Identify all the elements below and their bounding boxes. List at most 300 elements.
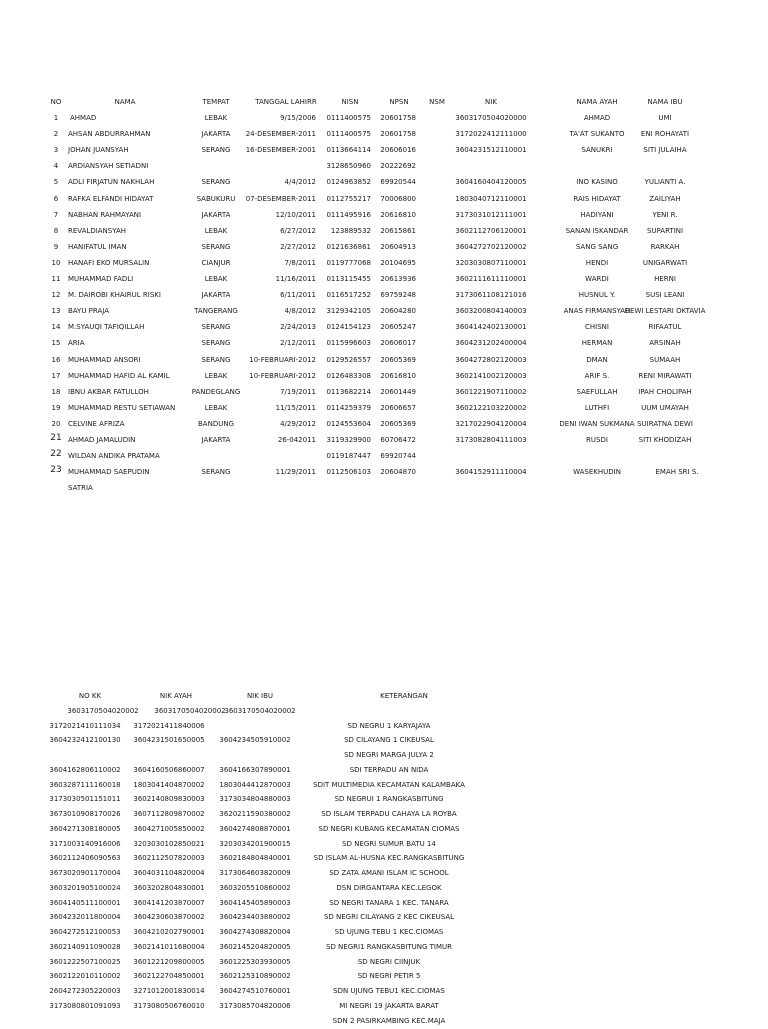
col-npsn: 20615861 [380, 226, 416, 237]
col-nama-ayah: HADIYANI [580, 210, 613, 221]
col-no-kk: 3673020901170004 [49, 868, 120, 879]
col-nik-ibu: 3603205510860002 [219, 883, 290, 894]
col-no: 21 [50, 433, 61, 444]
table-row [50, 1015, 480, 1029]
col-nik-ayah: 3271012001830014 [133, 986, 204, 997]
col-nama-ibu: HERNI [654, 274, 676, 285]
col-nik: 3602112706120001 [455, 226, 526, 237]
col-nisn: 0121636861 [326, 242, 371, 253]
col-tanggal-lahir: 26-042011 [278, 435, 316, 446]
col-npsn: 20606017 [380, 338, 416, 349]
col-nik: 3603170504020000 [455, 113, 526, 124]
col-nama-ayah: WASEKHUDIN [573, 467, 621, 478]
col-no: 19 [52, 403, 61, 414]
col-tempat: JAKARTA [202, 210, 231, 221]
col-nama-ibu: RENI MIRAWATI [638, 371, 691, 382]
col-nik: 3602122103220002 [455, 403, 526, 414]
col-nik-ayah: 3602141011680004 [133, 942, 204, 953]
col-nama-ayah: ANAS FIRMANSYAH [564, 306, 631, 317]
col-no: 13 [52, 306, 61, 317]
table-row [50, 749, 480, 764]
col-nama: RAFKA ELFANDI HIDAYAT [68, 194, 153, 205]
col-no: 11 [52, 274, 61, 285]
col-tempat: SERANG [202, 355, 231, 366]
col-nik: 3602141002120003 [455, 371, 526, 382]
header-tanggal-lahir: TANGGAL LAHIRR [255, 97, 316, 108]
col-keterangan: SD ISLAM AL-HUSNA KEC.RANGKASBITUNG [314, 853, 465, 864]
col-nik-ibu: 3604145405890003 [219, 898, 290, 909]
table-row [50, 337, 710, 353]
table-row [50, 289, 710, 305]
col-nama: IBNU AKBAR FATULLOH [68, 387, 149, 398]
col-tempat: SERANG [202, 242, 231, 253]
table-row [50, 852, 480, 867]
col-npsn: 20601758 [380, 113, 416, 124]
col-tempat: LEBAK [205, 371, 228, 382]
col-nama: ADLI FIRJATUN NAKHLAH [68, 177, 154, 188]
col-nik: 3173082804111003 [455, 435, 526, 446]
col-nama: BAYU PRAJA [68, 306, 109, 317]
col-tanggal-lahir: 10-FEBRUARI-2012 [249, 355, 316, 366]
col-tanggal-lahir: 4/8/2012 [285, 306, 316, 317]
table-row [50, 176, 710, 192]
col-nik: 3172022412111000 [455, 129, 526, 140]
col-tanggal-lahir: 11/29/2011 [276, 467, 316, 478]
col-nama: AHMAD JAMALUDIN [68, 435, 135, 446]
col-nama-ibu: RARKAH [651, 242, 680, 253]
col-nik: 3173031012111001 [455, 210, 526, 221]
col-nama: MUHAMMAD HAFID AL KAMIL [68, 371, 170, 382]
col-tempat: JAKARTA [202, 290, 231, 301]
col-nama-ibu: SITI JULAIHA [643, 145, 686, 156]
col-no: 22 [50, 449, 61, 460]
col-nisn: 0126483308 [326, 371, 371, 382]
col-nik-ibu: 3620211590380002 [219, 809, 290, 820]
col-npsn: 60706472 [380, 435, 416, 446]
col-no: 4 [54, 161, 58, 172]
col-nisn: 3119329900 [326, 435, 371, 446]
col-nik: 3217022904120004 [455, 419, 526, 430]
col-nama-ayah: HUSNUL Y. [579, 290, 615, 301]
col-tanggal-lahir: 11/16/2011 [276, 274, 316, 285]
table-row [50, 354, 710, 370]
table-row [50, 705, 480, 720]
col-nik-ayah: 3172021411840006 [133, 721, 204, 732]
col-nama: CELVINE AFRIZA [68, 419, 125, 430]
table-row [50, 112, 710, 128]
col-nik: 3604142402130001 [455, 322, 526, 333]
col-no-kk: 3604140511100001 [49, 898, 120, 909]
col-nik: 3604152911110004 [455, 467, 526, 478]
table-row [50, 926, 480, 941]
table-row [50, 734, 480, 749]
table-row [50, 257, 710, 273]
col-no-kk: 3604232412100130 [49, 735, 120, 746]
table-row [50, 482, 710, 498]
col-no: 15 [52, 338, 61, 349]
col-nisn: 0115996603 [326, 338, 371, 349]
col-nik-ibu: 3604274510760001 [219, 986, 290, 997]
col-nama-ayah: SAEFULLAH [577, 387, 618, 398]
col-npsn: 20604870 [380, 467, 416, 478]
col-keterangan: SDIT MULTIMEDIA KECAMATAN KALAMBAKA [313, 780, 465, 791]
col-tempat: CIANJUR [201, 258, 230, 269]
col-nama-ibu: ARSINAH [649, 338, 680, 349]
col-nama: AHMAD [70, 113, 96, 124]
col-no-kk: 3602112406090563 [49, 853, 120, 864]
col-nama: JOHAN JUANSYAH [68, 145, 129, 156]
col-npsn: 69920744 [380, 451, 416, 462]
col-nik-ayah: 3604271005850002 [133, 824, 204, 835]
col-nama-ibu: UMI [658, 113, 671, 124]
table-row [50, 897, 480, 912]
col-nik-ayah: 3604031104820004 [133, 868, 204, 879]
col-nisn: 0112755217 [326, 194, 371, 205]
col-no: 23 [50, 465, 61, 476]
table-row [50, 209, 710, 225]
table-row [50, 823, 480, 838]
col-nama-ayah: CHISNI [585, 322, 609, 333]
col-keterangan: DSN DIRGANTARA KEC.LEGOK [336, 883, 441, 894]
col-nama: SATRIA [68, 483, 93, 494]
students-header-row [50, 96, 710, 112]
col-tanggal-lahir: 07-DESEMBER-2011 [246, 194, 316, 205]
col-nik-ibu: 3604274308820004 [219, 927, 290, 938]
table-row [50, 838, 480, 853]
col-npsn: 20605369 [380, 355, 416, 366]
col-tanggal-lahir: 2/27/2012 [280, 242, 316, 253]
col-npsn: 20616810 [380, 210, 416, 221]
col-npsn: 20104695 [380, 258, 416, 269]
col-no-kk: 3602122010110002 [49, 971, 120, 982]
col-tempat: SERANG [202, 145, 231, 156]
table-row [50, 941, 480, 956]
col-nama: M. DAIROBI KHAIRUL RISKI [68, 290, 161, 301]
col-nama-ibu: YENI R. [652, 210, 677, 221]
col-nik-ayah: 3604160506860007 [133, 765, 204, 776]
col-nama-ibu: SUSI LEANI [646, 290, 685, 301]
students-table [50, 96, 710, 498]
col-keterangan: SD NEGRU 1 KARYAJAYA [348, 721, 431, 732]
col-nama-ibu: YULIANTI A. [645, 177, 686, 188]
col-keterangan: SD UJUNG TEBU 1 KEC.CIOMAS [335, 927, 444, 938]
col-nisn: 0129526557 [326, 355, 371, 366]
col-nama-ayah: ARIF S. [585, 371, 610, 382]
col-no-kk: 3604232011800004 [49, 912, 120, 923]
table-row [50, 418, 710, 434]
col-no: 16 [52, 355, 61, 366]
col-nisn: 0124154123 [326, 322, 371, 333]
col-nama: MUHAMMAD FADLI [68, 274, 133, 285]
col-nik-ayah: 3602140809830003 [133, 794, 204, 805]
col-no-kk: 3603170504020002 [67, 706, 138, 717]
col-tempat: SERANG [202, 177, 231, 188]
col-tempat: LEBAK [205, 113, 228, 124]
col-npsn: 20616810 [380, 371, 416, 382]
table-row [50, 386, 710, 402]
col-nama: ARIA [68, 338, 85, 349]
table-row [50, 241, 710, 257]
col-nik: 3203030807110001 [455, 258, 526, 269]
col-tanggal-lahir: 7/8/2011 [285, 258, 316, 269]
table-row [50, 128, 710, 144]
col-no: 9 [54, 242, 58, 253]
col-no: 3 [54, 145, 58, 156]
col-nama-ibu: UUM UMAYAH [641, 403, 689, 414]
col-keterangan: SD NEGRI PETIR 5 [358, 971, 421, 982]
col-nisn: 0111400575 [326, 113, 371, 124]
col-nik-ibu: 3173064603820009 [219, 868, 290, 879]
col-nama: HANAFI EKO MURSALIN [68, 258, 149, 269]
header-nik: NIK [485, 97, 497, 108]
table-row [50, 1000, 480, 1015]
col-no: 12 [52, 290, 61, 301]
col-keterangan: SD NEGRI CILAYANG 2 KEC CIKEUSAL [324, 912, 454, 923]
col-no: 10 [52, 258, 61, 269]
col-nisn: 123889532 [331, 226, 371, 237]
col-nik-ibu: 3604166307890001 [219, 765, 290, 776]
col-npsn: 70006800 [380, 194, 416, 205]
col-tempat: JAKARTA [202, 129, 231, 140]
table-row [50, 466, 710, 482]
col-nisn: 0113664114 [326, 145, 371, 156]
col-nik-ibu: 3173034804880003 [219, 794, 290, 805]
col-nama: REVALDIANSYAH [68, 226, 126, 237]
family-table [50, 690, 480, 1029]
col-no-kk: 3673010908170026 [49, 809, 120, 820]
col-nik-ayah: 3603202804830001 [133, 883, 204, 894]
header-nisn: NISN [342, 97, 359, 108]
table-row [50, 720, 480, 735]
col-npsn: 20606016 [380, 145, 416, 156]
col-keterangan: SD NEGRUI 1 RANGKASBITUNG [335, 794, 444, 805]
col-nik-ibu: 3602125310890002 [219, 971, 290, 982]
col-no: 2 [54, 129, 58, 140]
col-keterangan: SD ISLAM TERPADU CAHAYA LA ROYBA [321, 809, 456, 820]
col-npsn: 20606657 [380, 403, 416, 414]
col-keterangan: SD NEGRI KUBANG KECAMATAN CIOMAS [319, 824, 460, 835]
col-npsn: 20604913 [380, 242, 416, 253]
col-nama-ibu: SITI KHODIZAH [639, 435, 692, 446]
col-no: 1 [54, 113, 58, 124]
col-nisn: 0124553604 [326, 419, 371, 430]
col-nama-ayah: TA'AT SUKANTO [569, 129, 624, 140]
col-tanggal-lahir: 6/11/2011 [280, 290, 316, 301]
header-keterangan: KETERANGAN [380, 691, 428, 702]
header-nama-ayah: NAMA AYAH [576, 97, 617, 108]
col-keterangan: SDN 2 PASIRKAMBING KEC.MAJA [333, 1016, 446, 1027]
col-tempat: SERANG [202, 322, 231, 333]
col-nama-ayah: SANAN ISKANDAR [566, 226, 629, 237]
col-tempat: LEBAK [205, 226, 228, 237]
col-nama: NABHAN RAHMAYANI [68, 210, 141, 221]
header-no: NO [51, 97, 62, 108]
col-npsn: 20601449 [380, 387, 416, 398]
col-nisn: 0111495916 [326, 210, 371, 221]
col-nama-ayah: HENDI [586, 258, 608, 269]
col-no-kk: 3601222507100025 [49, 957, 120, 968]
col-nama-ibu: SUPARTINI [647, 226, 683, 237]
col-nama-ayah: DMAN [586, 355, 607, 366]
table-row [50, 193, 710, 209]
col-tanggal-lahir: 6/27/2012 [280, 226, 316, 237]
col-no: 5 [54, 177, 58, 188]
col-nisn: 0112506103 [326, 467, 371, 478]
col-nik-ayah: 3604210202790001 [133, 927, 204, 938]
col-nik-ayah: 3203030102850021 [133, 839, 204, 850]
col-tempat: SERANG [202, 338, 231, 349]
col-no-kk: 3604162806110002 [49, 765, 120, 776]
table-row [50, 970, 480, 985]
col-nik-ayah: 3602122704850001 [133, 971, 204, 982]
col-nik-ayah: 3603170504020002 [154, 706, 225, 717]
table-row [50, 793, 480, 808]
table-row [50, 985, 480, 1000]
col-nik-ibu: 1803044412870003 [219, 780, 290, 791]
col-keterangan: SD NEGRI1 RANGKASBITUNG TIMUR [326, 942, 452, 953]
col-nik-ibu: 3604234403880002 [219, 912, 290, 923]
col-nama-ayah: WARDI [585, 274, 609, 285]
col-tanggal-lahir: 12/10/2011 [276, 210, 316, 221]
col-nama: MUHAMMAD SAEPUDIN [68, 467, 150, 478]
col-nama: WILDAN ANDIKA PRATAMA [68, 451, 160, 462]
col-keterangan: SD NEGRI SUMUR BATU 14 [342, 839, 436, 850]
header-no-kk: NO KK [79, 691, 101, 702]
table-row [50, 450, 710, 466]
col-nik: 3604231512110001 [455, 145, 526, 156]
col-nama-ayah: DENI IWAN SUKMANA [559, 419, 634, 430]
table-row [50, 882, 480, 897]
table-row [50, 321, 710, 337]
header-npsn: NPSN [389, 97, 408, 108]
col-no-kk: 2604272305220003 [49, 986, 120, 997]
col-nisn: 3129342105 [326, 306, 371, 317]
col-nik: 3604272802120003 [455, 355, 526, 366]
table-row [50, 370, 710, 386]
col-nama: MUHAMMAD RESTU SETIAWAN [68, 403, 175, 414]
col-no-kk: 3171003140916006 [49, 839, 120, 850]
col-tempat: TANGERANG [194, 306, 238, 317]
col-nik: 3604160404120005 [455, 177, 526, 188]
col-npsn: 20601758 [380, 129, 416, 140]
col-nisn: 0111400575 [326, 129, 371, 140]
col-nik-ibu: 3602145204820005 [219, 942, 290, 953]
col-no-kk: 3173080801091093 [49, 1001, 120, 1012]
col-keterangan: SD ZATA AMANI ISLAM IC SCHOOL [329, 868, 448, 879]
col-nik-ayah: 3601221209800005 [133, 957, 204, 968]
col-nik-ibu: 3603170504020002 [224, 706, 295, 717]
col-nama-ibu: ENI ROHAYATI [641, 129, 689, 140]
col-npsn: 20605369 [380, 419, 416, 430]
col-nisn: 0114259379 [326, 403, 371, 414]
col-nama-ayah: AHMAD [584, 113, 610, 124]
col-npsn: 20222692 [380, 161, 416, 172]
col-nik: 3601221907110002 [455, 387, 526, 398]
col-no-kk: 3602140911090028 [49, 942, 120, 953]
col-tanggal-lahir: 4/29/2012 [280, 419, 316, 430]
col-no-kk: 3604272512100053 [49, 927, 120, 938]
col-nik-ayah: 1803041404870002 [133, 780, 204, 791]
col-nik-ibu: 3601225303930005 [219, 957, 290, 968]
table-row [50, 779, 480, 794]
col-keterangan: SDI TERPADU AN NIDA [350, 765, 429, 776]
col-tanggal-lahir: 11/15/2011 [276, 403, 316, 414]
col-no: 18 [52, 387, 61, 398]
col-keterangan: SDN UJUNG TEBU1 KEC.CIOMAS [333, 986, 445, 997]
col-keterangan: SD NEGRI CIINJUK [358, 957, 420, 968]
col-nama-ayah: INO KASINO [576, 177, 618, 188]
col-nama: ARDIANSYAH SETIADNI [68, 161, 148, 172]
col-nik-ayah: 3604231501650005 [133, 735, 204, 746]
col-nama-ibu: IPAH CHOLIPAH [638, 387, 692, 398]
table-row [50, 225, 710, 241]
col-nik-ibu: 3173085704820006 [219, 1001, 290, 1012]
table-row [50, 764, 480, 779]
table-row [50, 808, 480, 823]
col-tempat: SERANG [202, 467, 231, 478]
col-nama-ibu: UNIGARWATI [643, 258, 687, 269]
header-tempat: TEMPAT [202, 97, 229, 108]
col-tanggal-lahir: 24-DESEMBER-2011 [246, 129, 316, 140]
col-no-kk: 3603287111160018 [49, 780, 120, 791]
col-tempat: BANDUNG [198, 419, 234, 430]
col-nik-ayah: 3607112809870002 [133, 809, 204, 820]
col-nama-ayah: RUSDI [586, 435, 608, 446]
col-no: 7 [54, 210, 58, 221]
col-no: 8 [54, 226, 58, 237]
col-nama-ibu: RIFAATUL [649, 322, 682, 333]
col-tanggal-lahir: 9/15/2006 [280, 113, 316, 124]
col-tempat: PANDEGLANG [192, 387, 241, 398]
col-nisn: 3128650960 [326, 161, 371, 172]
col-nama: HANIFATUL IMAN [68, 242, 127, 253]
col-tempat: JAKARTA [202, 435, 231, 446]
col-nik: 1803040712110001 [455, 194, 526, 205]
col-nama-ibu: EMAH SRI S. [655, 467, 698, 478]
col-nik: 3603200804140003 [455, 306, 526, 317]
col-tanggal-lahir: 7/19/2011 [280, 387, 316, 398]
col-nama-ayah: LUTHFI [585, 403, 609, 414]
col-npsn: 20613936 [380, 274, 416, 285]
col-tempat: LEBAK [205, 403, 228, 414]
col-nama-ibu: SUMAAH [650, 355, 681, 366]
col-no: 17 [52, 371, 61, 382]
header-nama: NAMA [115, 97, 136, 108]
col-nik: 3604272702120002 [455, 242, 526, 253]
header-nik-ayah: NIK AYAH [160, 691, 192, 702]
table-row [50, 273, 710, 289]
col-nama: M.SYAUQI TAFIQILLAH [68, 322, 144, 333]
col-no: 14 [52, 322, 61, 333]
col-nama: MUHAMMAD ANSORI [68, 355, 141, 366]
col-nisn: 0119187447 [326, 451, 371, 462]
col-no-kk: 3604271308180005 [49, 824, 120, 835]
col-keterangan: SD CILAYANG 1 CIKEUSAL [344, 735, 434, 746]
col-nik-ibu: 3604274808870001 [219, 824, 290, 835]
col-no-kk: 3173030501151011 [49, 794, 120, 805]
col-tanggal-lahir: 16-DESEMBER-2001 [246, 145, 316, 156]
header-nama-ibu: NAMA IBU [647, 97, 682, 108]
col-nama-ayah: RAIS HIDAYAT [573, 194, 620, 205]
col-nik-ayah: 3604230603870002 [133, 912, 204, 923]
col-tanggal-lahir: 4/4/2012 [285, 177, 316, 188]
col-nik-ayah: 3604141203870007 [133, 898, 204, 909]
table-row [50, 911, 480, 926]
table-row [50, 956, 480, 971]
col-nisn: 0113682214 [326, 387, 371, 398]
col-nama-ayah: SANUKRI [581, 145, 612, 156]
table-row [50, 867, 480, 882]
